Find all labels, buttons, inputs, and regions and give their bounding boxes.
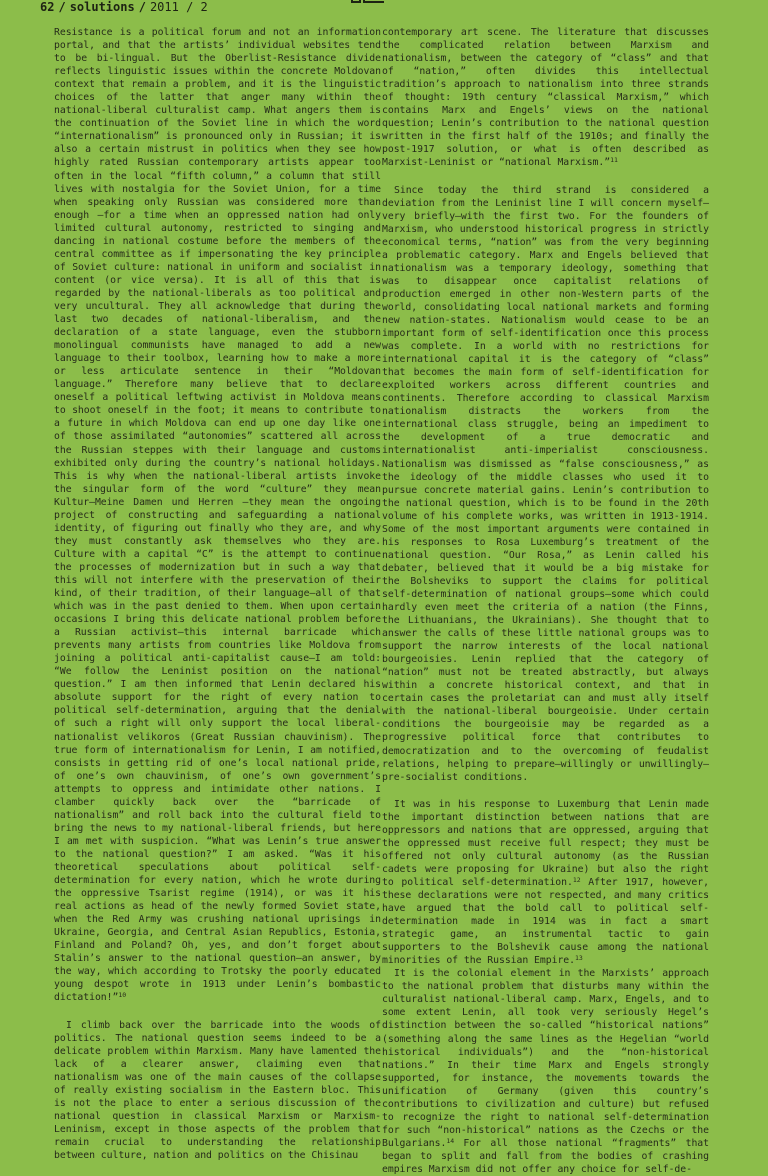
right-column — [382, 26, 709, 1176]
paragraph-text: It is the colonial element in the Marxists’ approach to the national problem that disturbs many within the culturalist national-liberal camp. Marx, Engels, and to some extent Lenin, all took very seriously Hegel’s distinction between the so-called “historical nations” (something along the same lines as the Hegelian “world historical individuals”) and the “non-historical nations.” In their time Marx and Engels strongly supported, for instance, the movements towards the unification of Germany (given this country’s contributions to civilization and culture) but refused to recognize the right to national self-determination for such “non-historical” nations as the Czechs or the Bulgarians. — [382, 968, 709, 1149]
footnote-ref: 13 — [575, 954, 583, 963]
paragraph — [382, 184, 709, 784]
paragraph-text: contemporary art scene. The literature that discusses the complicated relation between Marxism and nationalism, between the category of “class” and that of “nation,” often divides this intellectual tradition’s approach to nationalism into three strands of thought: 19th century “classical Marxism,” which contains Marx and Engels’ views on the national question; Lenin’s contribution to the national question written in the first half of the 1910s; and finally the post-1917 solution, or what is often described as Marxist-Leninist or “national Marxism.” — [382, 27, 709, 169]
paragraph-text: Resistance is a political forum and not an information portal, and that the artists’ individual websites tend to be bi-lingual. But the Oberlist-Resistance divide reflects linguistic issues within the concrete Moldovan context that remain a problem, and it is the linguistic choices of the latter that anger many within the national-liberal culturalist camp. What angers them is the continuation of the Soviet line in which the word “internationalism” is pronounced only in Russian; it is also a certain mistrust in politics when they see how highly rated Russian contemporary artists appear too often in the local “fifth column,” a column that still lives with nostalgia for the Soviet Union, for a time when speaking only Russian was considered more than enough —for a time when an oppressed nation had only limited cultural autonomy, restricted to singing and dancing in national costume before the members of the central committee as if impersonating the key principle of Soviet culture: national in uniform and socialist in content (or vice versa). It is all of this that is regarded by the national-liberals as too political and very uncultural. They all acknowledge that during the last two decades of national-liberalism, and the declaration of a state language, even the stubborn monolingual communists have managed to add a new language to their toolbox, learning how to make a more or less articulate sentence in their “Moldovan language.” Therefore many believe that to declare oneself a political leftwing activist in Moldova means to shoot oneself in the foot; it means to contribute to a future in which Moldova can end up one day like one of those assimilated “autonomies” scattered all across the Russian steppes with their language and customs exhibited only during the country’s national holidays. This is why when the national-liberal artists invoke the singular form of the word “culture” they mean Kultur—Meine Damen und Herren –they mean the ongoing project of constructing and safeguarding a national identity, of figuring out finally who they are, and why they must constantly ask themselves who they are. Culture with a capital “C” is the attempt to continue the processes of modernization but in such a way that this will not interfere with the preservation of their kind, of their tradition, of their language—all of that which was in the past denied to them. When upon certain occasions I bring this delicate national problem before a Russian activist—this internal barricade which prevents many artists from countries like Moldova from joining a political anti-capitalist cause—I am told: “We follow the Leninist position on the national question.” I am then informed that Lenin declared his absolute support for the right of every nation to political self-determination, arguing that the denial of such a right will only support the local liberal-nationalist velikoros (Great Russian chauvinism). The true form of internationalism for Lenin, I am notified, consists in getting rid of one’s local national pride, of one’s own chauvinism, of one’s own government’s attempts to oppress and intimidate other nations. I clamber quickly back over the “barricade of nationalism” and roll back into the cultural field to bring the news to my national-liberal friends, but here I am met with suspicion. “What was Lenin’s true answer to the national question?” I am asked. “Was it his theoretical speculations about political self-determination for every nation, which he wrote during the oppressive Tsarist regime (1914), or was it his real actions as head of the newly formed Soviet state, when the Red Army was crushing national uprisings in Ukraine, Georgia, and Central Asian Republics, Estonia, Finland and Poland? Oh, yes, and don’t forget about Stalin’s answer to the national question—an answer, by the way, which according to Trotsky the poorly educated young despot wrote in 1913 under Lenin’s bombastic dictation!” — [54, 27, 381, 1004]
page-number: 62 — [40, 0, 55, 14]
paragraph-text: For all those national “fragments” that began to split and fall from the bodies of crashing empires Marxism did not offer any choice for self-de- — [382, 1137, 709, 1175]
paragraph-text: I climb back over the barricade into the woods of politics. The national question seems indeed to be a delicate problem within Marxism. Many have lamented the lack of a clearer answer, claiming even that nationalism was one of the main causes of the collapse of really existing socialism in the Eastern bloc. This is not the place to enter a serious discussion of the national question in classical Marxism or Marxism-Leninism, except in those aspects of the problem that remain crucial to understanding the relationship between culture, nation and politics on the Chisinau — [54, 1019, 381, 1161]
paragraph — [54, 1019, 381, 1163]
header-separator: / — [58, 0, 66, 14]
magazine-logo-icon — [350, 0, 386, 8]
issue-number: 2011 / 2 — [149, 0, 208, 14]
paragraph — [382, 26, 709, 170]
section-title: solutions — [69, 0, 135, 14]
footnote-ref: 12 — [572, 875, 581, 884]
paragraph-text: It was in his response to Luxemburg that Lenin made the important distinction between nations that are oppressors and nations that are oppressed, arguing that the oppressed must receive full respect; they must be offered not only cultural autonomy (as the Russian cadets were proposing for Ukraine) but also the right to political self-determination. — [382, 798, 709, 888]
running-header — [40, 0, 208, 16]
header-separator: / — [138, 0, 146, 14]
left-column — [54, 26, 381, 1162]
paragraph — [382, 798, 709, 968]
footnote-ref: 14 — [446, 1136, 455, 1145]
paragraph-text: Since today the third strand is considered a deviation from the Leninist line I will concern myself—very briefly—with the first two. For the founders of Marxism, who understood historical progress in strictly economical terms, “nation” was from the very beginning a problematic category. Marx and Engels believed that nationalism was a temporary ideology, something that was to disappear once capitalist relations of production emerged in other non-Western parts of the world, consolidating local national markets and forming new nation-states. Nationalism would cease to be an important form of self-identification once this process was complete. In a world with no restrictions for international capital it is the category of “class” that becomes the main form of self-identification for exploited workers across different countries and continents. Therefore according to classical Marxism nationalism distracts the workers from the international class struggle, being an impediment to the development of a true democratic and internationalist anti-imperialist consciousness. Nationalism was dismissed as “false consciousness,” as the ideology of the middle classes who used it to pursue concrete material gains. Lenin’s contribution to the national question, which is to be found in the 20th volume of his complete works, was written in 1913-1914. Some of the most important arguments were contained in his responses to Rosa Luxemburg’s treatment of the national question. “Our Rosa,” as Lenin called his debater, believed that it would be a big mistake for the Bolsheviks to support the claims for political self-determination of national groups—some which could hardly even meet the criteria of a nation (the Finns, the Lithuanians, the Ukrainians). She thought that to answer the calls of these little national groups was to support the narrow interests of the local national bourgeoisies. Lenin replied that the category of “nation” must not be treated abstractly, but always within a concrete historical context, and that in certain cases the proletariat can and must ally itself with the national-liberal bourgeoisie. Under certain conditions the bourgeoisie may be regarded as a progressive political force that contributes to democratization and to the overcoming of feudalist relations, helping to prepare—willingly or unwillingly—pre-socialist conditions. — [382, 184, 709, 783]
paragraph — [382, 967, 709, 1176]
paragraph-text: After 1917, however, these declarations were not respected, and many critics have argued that the bold call to political self-determination made in 1914 was in fact a smart strategic game, an instrumental tactic to gain supporters to the Bolshevik cause among the national minorities of the Russian Empire. — [382, 876, 709, 967]
footnote-ref: 10 — [118, 991, 127, 1000]
footnote-ref: 11 — [610, 156, 618, 165]
paragraph — [54, 26, 381, 1005]
